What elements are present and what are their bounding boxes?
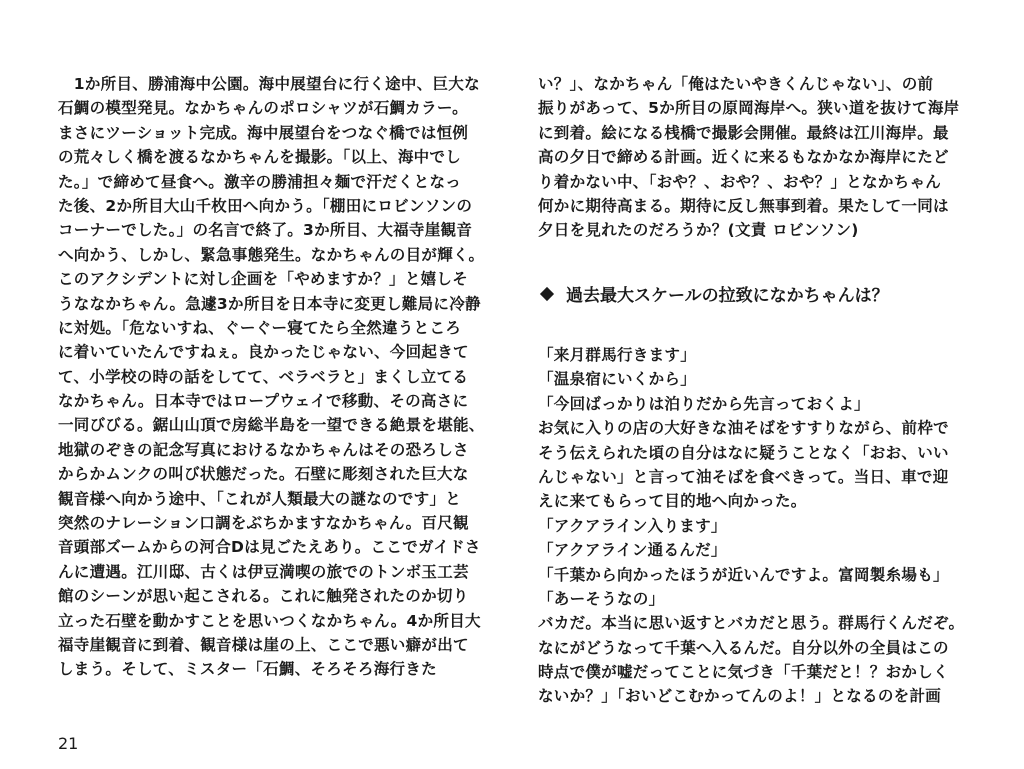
text-line: 館のシーンが思い起こされる。これに触発されたのか切り xyxy=(58,587,469,606)
section-heading xyxy=(538,281,889,306)
text-line: へ向かう、しかし、緊急事態発生。なかちゃんの目が輝く。 xyxy=(58,245,485,264)
text-line: に対処。「危ないすね、ぐーぐー寝てたら全然違うところ xyxy=(58,318,462,337)
text-line: 観音様へ向かう途中、「これが人類最大の謎なのです」と xyxy=(58,489,462,508)
text-line: に着いていたんですねぇ。良かったじゃない、今回起きて xyxy=(58,343,469,362)
text-line: 「千葉から向かったほうが近いんですよ。富岡製糸場も」 xyxy=(538,565,949,584)
text-line: しまう。そして、ミスター「石鯛、そろそろ海行きた xyxy=(58,660,437,679)
text-line: 石鯛の模型発見。なかちゃんのポロシャツが石鯛カラー。 xyxy=(58,99,468,118)
text-line: バカだ。本当に思い返すとバカだと思う。群馬行くんだぞ。 xyxy=(538,614,965,633)
text-line: 夕日を見れたのだろうか？(文責 ロビンソン) xyxy=(538,221,859,240)
text-line: んに遭遇。江川邸、古くは伊豆満喫の旅でのトンボ玉工芸 xyxy=(58,562,469,581)
text-line: えに来てもらって目的地へ向かった。 xyxy=(538,492,807,511)
text-line: 音頭部ズームからの河合Dは見ごたえあり。ここでガイドさ xyxy=(58,538,481,557)
text-line: 地獄のぞきの記念写真におけるなかちゃんはその恐ろしさ xyxy=(58,440,469,459)
text-line: うななかちゃん。急遽3か所目を日本寺に変更し難局に冷静 xyxy=(58,294,481,313)
text-line: 突然のナレーション口調をぶちかますなかちゃん。百尺観 xyxy=(58,514,469,533)
text-line: このアクシデントに対し企画を「やめますか？」と嬉しそ xyxy=(58,270,469,289)
diamond-bullet-icon xyxy=(540,286,554,300)
text-line: に到着。絵になる桟橋で撮影会開催。最終は江川海岸。最 xyxy=(538,123,949,142)
text-line: 「あーそうなの」 xyxy=(538,589,665,608)
text-line: まさにツーショット完成。海中展望台をつなぐ橋では恒例 xyxy=(58,123,469,142)
text-line: い？」、なかちゃん「俺はたいやきくんじゃない」、の前 xyxy=(538,75,934,93)
text-line: 振りがあって、5か所目の原岡海岸へ。狭い道を抜けて海岸 xyxy=(538,99,960,118)
text-line: た。」で締めて昼食へ。激辛の勝浦担々麺で汗だくとなっ xyxy=(58,172,462,191)
right-column-text-bottom xyxy=(538,343,978,709)
text-line: 「温泉宿にいくから」 xyxy=(538,370,697,389)
text-line: り着かない中、「おや？、おや？、おや？」となかちゃん xyxy=(538,172,942,191)
page-number: 21 xyxy=(58,734,79,753)
text-line: 「アクアライン入ります」 xyxy=(538,516,727,535)
text-line: そう伝えられた頃の自分はなに疑うことなく「おお、いい xyxy=(538,443,949,462)
text-line: 福寺崖観音に到着、観音様は崖の上、ここで悪い癖が出て xyxy=(58,635,469,654)
text-line: 立った石壁を動かすことを思いつくなかちゃん。4か所目大 xyxy=(58,611,481,630)
text-line: コーナーでした。」の名言で終了。3か所目、大福寺崖観音 xyxy=(58,221,473,240)
text-line: 一同びびる。鋸山山頂で房総半島を一望できる絶景を堪能、 xyxy=(58,416,485,435)
text-line: 何かに期待高まる。期待に反し無事到着。果たして一同は xyxy=(538,196,949,215)
text-line: て、小学校の時の話をしてて、ベラベラと」まくし立てる xyxy=(58,367,469,386)
text-line: た後、2か所目大山千枚田へ向かう。「棚田にロビンソンの xyxy=(58,196,473,215)
text-line: 「今回ばっかりは泊りだから先言っておくよ」 xyxy=(538,394,870,413)
text-line: 時点で僕が嘘だってことに気づき「千葉だと！？おかしく xyxy=(538,663,949,682)
text-line: の荒々しく橋を渡るなかちゃんを撮影。「以上、海中でし xyxy=(58,148,462,167)
text-line: なかちゃん。日本寺ではロープウェイで移動、その高さに xyxy=(58,392,469,411)
section-heading-text: 過去最大スケールの拉致になかちゃんは？ xyxy=(566,286,889,306)
text-line: ないか？」「おいどこむかってんのよ！」となるのを計画 xyxy=(538,687,942,706)
text-line: 「来月群馬行きます」 xyxy=(538,346,697,364)
right-column-text-top xyxy=(538,72,978,243)
text-line: んじゃない」と言って油そばを食べきって。当日、車で迎 xyxy=(538,467,949,486)
text-line: 1か所目、勝浦海中公園。海中展望台に行く途中、巨大な xyxy=(58,75,480,93)
text-line: なにがどうなって千葉へ入るんだ。自分以外の全員はこの xyxy=(538,638,949,657)
text-line: 高の夕日で締める計画。近くに来るもなかなか海岸にたど xyxy=(538,148,949,167)
text-line: からかムンクの叫び状態だった。石壁に彫刻された巨大な xyxy=(58,465,469,484)
text-line: お気に入りの店の大好きな油そばをすすりながら、前枠で xyxy=(538,419,949,438)
left-column-text xyxy=(58,72,496,682)
text-line: 「アクアライン通るんだ」 xyxy=(538,541,727,560)
